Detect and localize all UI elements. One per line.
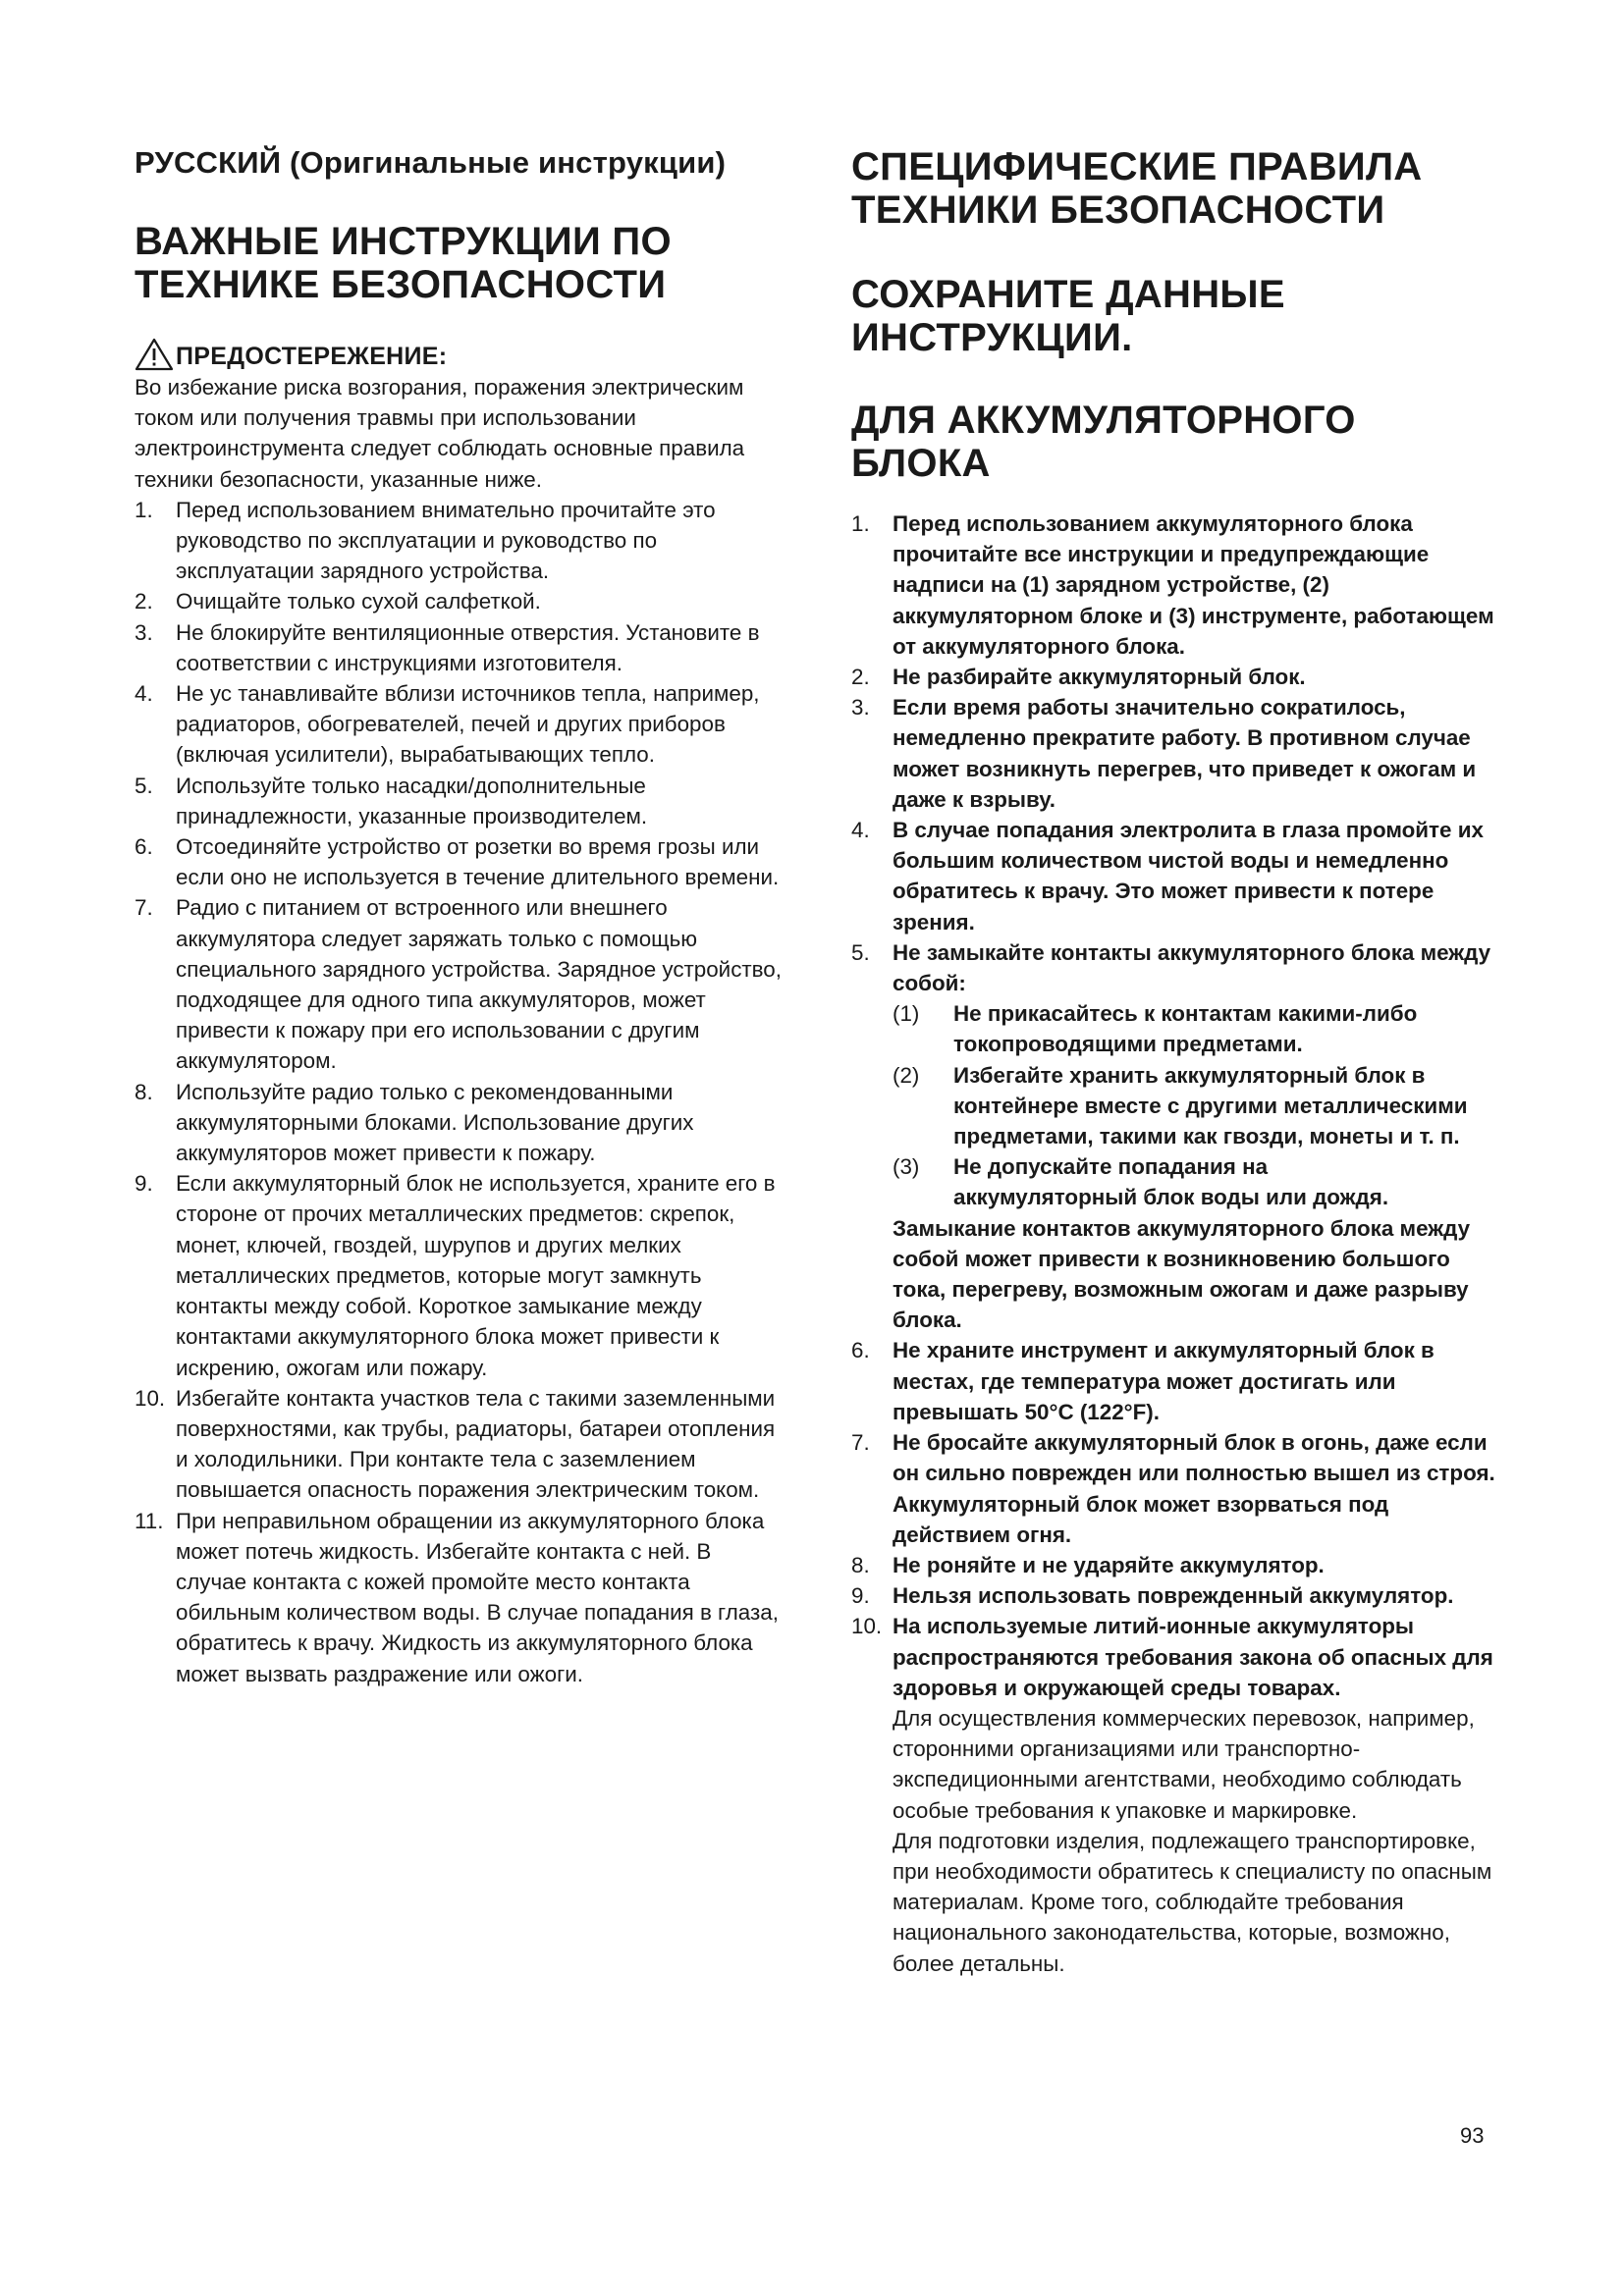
item-text: Не бросайте аккумуляторный блок в огонь, даже если он сильно поврежден или полностью вышел из строя. Аккумуляторный блок может взорваться под действием огня. — [893, 1430, 1495, 1547]
main-heading: ВАЖНЫЕ ИНСТРУКЦИИ ПО ТЕХНИКЕ БЕЗОПАСНОСТИ — [135, 220, 672, 306]
item-text: Перед использованием аккумуляторного блока прочитайте все инструкции и предупреждающие надписи на (1) зарядном устройстве, (2) аккумуляторном блоке и (3) инструменте, работающем от аккумуляторного блока. — [893, 511, 1494, 659]
sub-item-number: (3) — [893, 1154, 920, 1180]
list-item — [851, 1611, 1502, 1978]
list-item — [851, 692, 1502, 815]
item10-paragraph-1: Для осуществления коммерческих перевозок, например, сторонними организациями или транспортно-экспедиционными агентствами, необходимо соблюдать особые требования к упаковке и маркировке. — [893, 1705, 1475, 1823]
item-number: 6. — [851, 1338, 870, 1363]
item-number: 8. — [851, 1552, 870, 1577]
item-number: 2. — [135, 589, 153, 614]
save-instructions-heading: СОХРАНИТЕ ДАННЫЕ ИНСТРУКЦИИ. — [851, 273, 1285, 359]
list-item — [851, 1427, 1502, 1550]
list-item — [135, 831, 783, 892]
sub-item-number: (1) — [893, 1001, 920, 1027]
item-number: 9. — [851, 1583, 870, 1609]
sub-item-text: Не допускайте попадания на — [953, 1154, 1269, 1180]
item-number: 3. — [851, 695, 870, 721]
sub-list-item — [893, 1151, 1502, 1182]
item-number: 4. — [851, 818, 870, 843]
list-item — [135, 771, 783, 831]
item-text: Не ус танавливайте вблизи источников тепла, например, радиаторов, обогревателей, печей и других приборов (включая усилители), вырабатывающих тепло. — [176, 681, 760, 768]
item-number: 1. — [851, 511, 870, 536]
item-text: Очищайте только сухой салфеткой. — [176, 589, 541, 614]
list-item — [135, 586, 783, 616]
list-item — [135, 1383, 783, 1506]
item-number: 3. — [135, 619, 153, 645]
item-text: Перед использованием внимательно прочитайте это руководство по эксплуатации и руководство по эксплуатации зарядного устройства. — [176, 497, 716, 584]
list-item — [135, 617, 783, 678]
list-item — [851, 508, 1502, 662]
list-item — [135, 1077, 783, 1169]
item-text: При неправильном обращении из аккумуляторного блока может потечь жидкость. Избегайте контакта с ней. В случае контакта с кожей промойте место контакта обильным количеством воды. В случае попадания в глаза, обратитесь к врачу. Жидкость из аккумуляторного блока может вызвать раздражение или ожоги. — [176, 1508, 779, 1686]
page-number: 93 — [1460, 2123, 1485, 2148]
list-item — [851, 1580, 1502, 1611]
item-text: Отсоединяйте устройство от розетки во время грозы или если оно не используется в течение длительного времени. — [176, 834, 780, 890]
item10-paragraph-2: Для подготовки изделия, подлежащего транспортировке, при необходимости обратитесь к специалисту по опасным материалам. Кроме того, соблюдайте требования национального законодательства, которые, возможно, более детальны. — [893, 1828, 1492, 1976]
battery-safety-list — [851, 508, 1502, 1979]
item-text: Не замыкайте контакты аккумуляторного блока между собой: — [893, 939, 1491, 996]
list-item — [851, 1335, 1502, 1427]
list-item — [851, 662, 1502, 692]
item-number: 5. — [851, 939, 870, 965]
sub-item-text: Не прикасайтесь к контактам какими-либо токопроводящими предметами. — [953, 1001, 1418, 1057]
item-text: В случае попадания электролита в глаза промойте их большим количеством чистой воды и немедленно обратитесь к врачу. Это может привести к потере зрения. — [893, 818, 1484, 934]
sub-item-number: (2) — [893, 1062, 920, 1088]
item-number: 7. — [851, 1430, 870, 1456]
item-text: Не храните инструмент и аккумуляторный блок в местах, где температура может достигать или превышать 50°C (122°F). — [893, 1338, 1435, 1424]
sub-list — [893, 998, 1502, 1212]
item-number: 11. — [135, 1508, 164, 1533]
list-item — [135, 892, 783, 1076]
sub-item-text: Избегайте хранить аккумуляторный блок в контейнере вместе с другими металлическими предметами, такими как гвозди, монеты и т. п. — [953, 1062, 1468, 1149]
item-text: Не блокируйте вентиляционные отверстия. Установите в соответствии с инструкциями изготовителя. — [176, 619, 760, 675]
list-item — [135, 1506, 783, 1689]
intro-paragraph: Во избежание риска возгорания, поражения электрическим током или получения травмы при использовании электроинструмента следует соблюдать основные правила техники безопасности, указанные ниже. — [135, 375, 745, 492]
warning-label: ПРЕДОСТЕРЕЖЕНИЕ: — [176, 343, 448, 370]
item-text: Радио с питанием от встроенного или внешнего аккумулятора следует заряжать только с помощью специального зарядного устройства. Зарядное устройство, подходящее для одного типа аккумуляторов, может привести к пожару при его использовании с другим аккумулятором. — [176, 895, 782, 1074]
item-number: 8. — [135, 1079, 153, 1104]
item-number: 9. — [135, 1171, 153, 1197]
item-text: Если аккумуляторный блок не используется, храните его в стороне от прочих металлических предметов: скрепок, монет, ключей, гвоздей, шурупов и других мелких металлических предметов, которые могут замкнуть контакты между собой. Короткое замыкание между контактами аккумуляторного блока может привести к искрению, ожогам или пожару. — [176, 1171, 776, 1380]
specific-rules-heading: СПЕЦИФИЧЕСКИЕ ПРАВИЛА ТЕХНИКИ БЕЗОПАСНОСТИ — [851, 145, 1423, 232]
item-number: 7. — [135, 895, 153, 921]
item-text: Нельзя использовать поврежденный аккумулятор. — [893, 1583, 1454, 1609]
item-number: 10. — [135, 1385, 166, 1411]
list-item — [851, 937, 1502, 1336]
list-item — [135, 495, 783, 587]
item-number: 4. — [135, 681, 153, 707]
item-text: Используйте радио только с рекомендованными аккумуляторными блоками. Использование других аккумуляторов может привести к пожару. — [176, 1079, 694, 1166]
language-title: РУССКИЙ (Оригинальные инструкции) — [135, 145, 727, 180]
list-item — [851, 1550, 1502, 1580]
warning-header — [135, 336, 783, 371]
item-text: Используйте только насадки/дополнительные принадлежности, указанные производителем. — [176, 773, 648, 828]
sub-list-item — [893, 1060, 1502, 1152]
general-safety-list — [135, 495, 783, 1689]
item-number: 5. — [135, 773, 153, 798]
item-text: Не роняйте и не ударяйте аккумулятор. — [893, 1552, 1325, 1577]
warning-triangle-icon — [135, 338, 174, 371]
item-number: 1. — [135, 497, 153, 522]
list-item — [851, 815, 1502, 937]
right-column — [851, 145, 1502, 1979]
item-text: Если время работы значительно сократилось, немедленно прекратите работу. В противном случае может возникнуть перегрев, что приведет к ожогам и даже к взрыву. — [893, 695, 1477, 812]
item-number: 6. — [135, 834, 153, 860]
item-text: Не разбирайте аккумуляторный блок. — [893, 665, 1306, 690]
item-text: На используемые литий-ионные аккумуляторы распространяются требования закона об опасных для здоровья и окружающей среды товарах. — [893, 1614, 1493, 1700]
item-text: Избегайте контакта участков тела с такими заземленными поверхностями, как трубы, радиаторы, батареи отопления и холодильники. При контакте тела с заземлением повышается опасность поражения электрическим током. — [176, 1385, 776, 1503]
item5-footer: Замыкание контактов аккумуляторного блока между собой может привести к возникновению большого тока, перегреву, возможным ожогам и даже разрыву блока. — [893, 1215, 1471, 1333]
item-number: 2. — [851, 665, 870, 690]
sub-list-item — [893, 998, 1502, 1059]
sub-list-item-continuation — [893, 1182, 1502, 1212]
item-number: 10. — [851, 1614, 883, 1639]
sub-item-text: аккумуляторный блок воды или дождя. — [953, 1185, 1389, 1210]
left-column — [135, 145, 783, 1689]
battery-heading: ДЛЯ АККУМУЛЯТОРНОГО БЛОКА — [851, 399, 1356, 485]
list-item — [135, 678, 783, 771]
list-item — [135, 1168, 783, 1382]
